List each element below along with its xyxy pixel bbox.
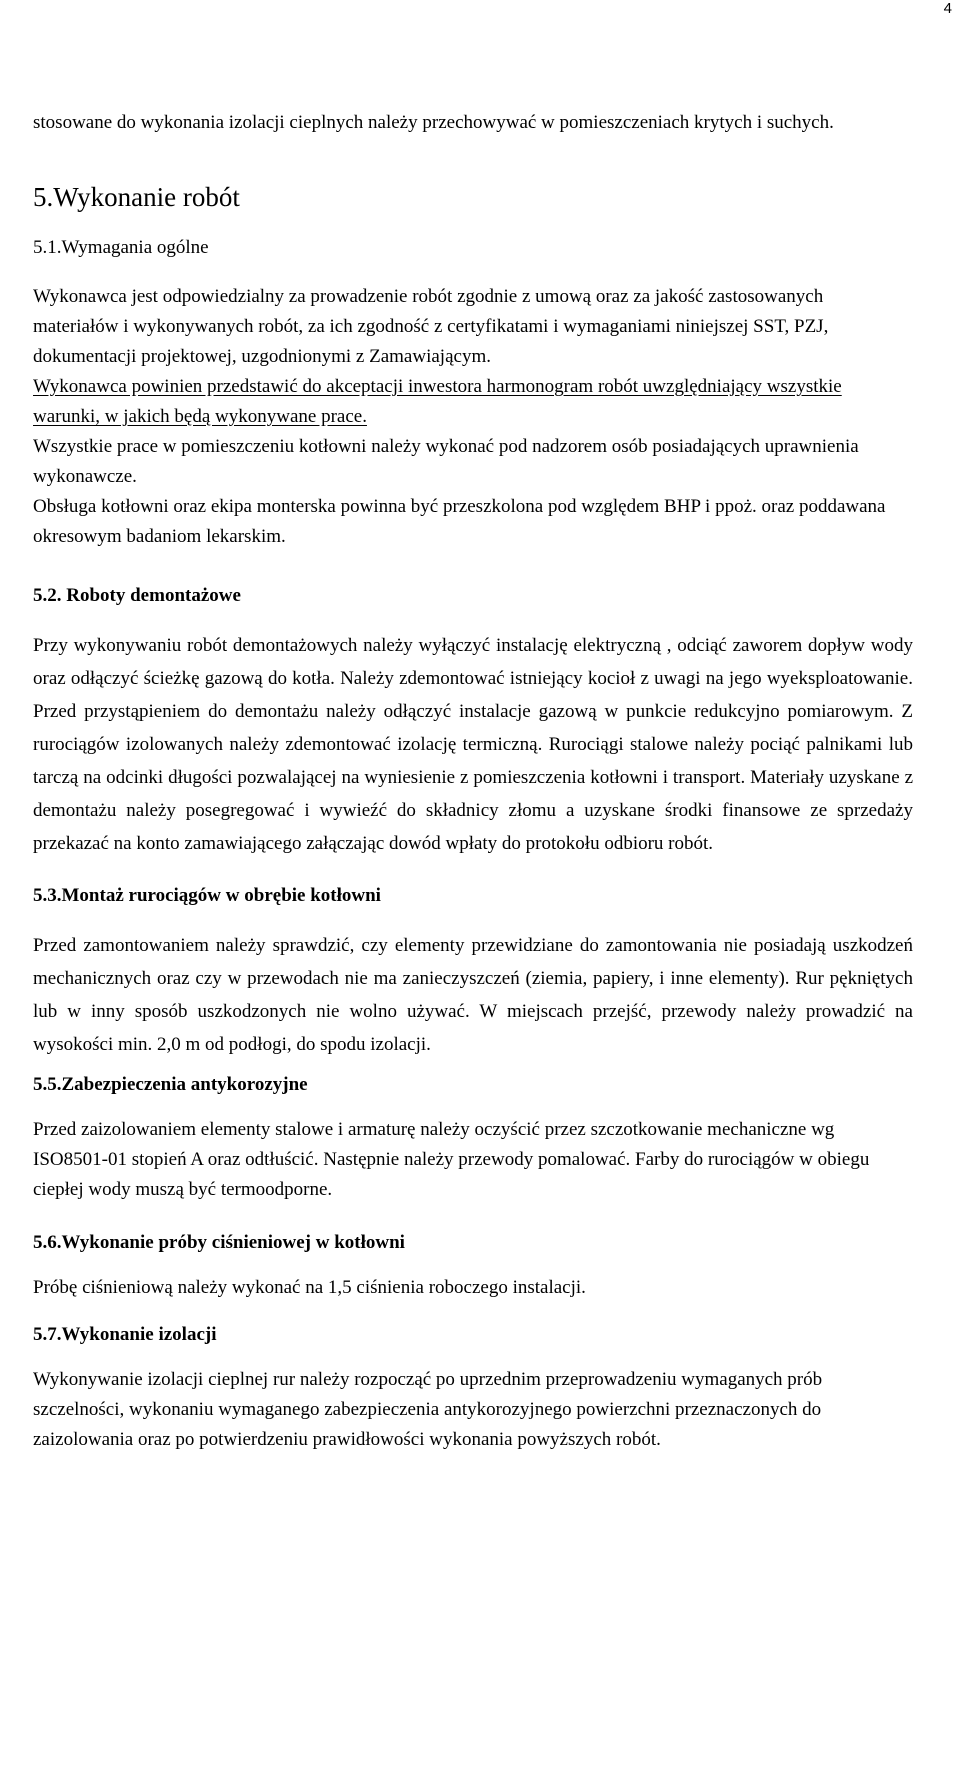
section-5-2-heading: 5.2. Roboty demontażowe xyxy=(33,585,241,606)
section-5-6-heading: 5.6.Wykonanie próby ciśnieniowej w kotłowni xyxy=(33,1232,405,1253)
section-5-1-heading: 5.1.Wymagania ogólne xyxy=(33,237,209,258)
intro-paragraph: stosowane do wykonania izolacji cieplnych należy przechowywać w pomieszczeniach krytych i suchych. xyxy=(33,112,834,133)
section-5-1-paragraph-4: Obsługa kotłowni oraz ekipa monterska powinna być przeszkolona pod względem BHP i ppoż. oraz poddawana okresowym badaniom lekarskim. xyxy=(33,496,886,547)
section-5-1-paragraph-1: Wykonawca jest odpowiedzialny za prowadzenie robót zgodnie z umową oraz za jakość zastosowanych materiałów i wykonywanych robót, za ich zgodność z certyfikatami i wymaganiami niniejszej SST, PZJ, dokumentacji projektowej, uzgodnionymi z Zamawiającym. xyxy=(33,286,829,367)
section-5-7-heading: 5.7.Wykonanie izolacji xyxy=(33,1324,217,1345)
document-body xyxy=(33,108,913,1455)
section-5-6-paragraph: Próbę ciśnieniową należy wykonać na 1,5 ciśnienia roboczego instalacji. xyxy=(33,1277,586,1298)
section-5-5-paragraph: Przed zaizolowaniem elementy stalowe i armaturę należy oczyścić przez szczotkowanie mechaniczne wg ISO8501-01 stopień A oraz odtłuścić. Następnie należy przewody pomalować. Farby do rurociągów w obiegu ciepłej wody muszą być termoodporne. xyxy=(33,1119,870,1200)
section-5-3-paragraph: Przed zamontowaniem należy sprawdzić, czy elementy przewidziane do zamontowania nie posiadają uszkodzeń mechanicznych oraz czy w przewodach nie ma zanieczyszczeń (ziemia, papiery, i inne elementy). Rur pękniętych lub w inny sposób uszkodzonych nie wolno używać. W miejscach przejść, przewody należy prowadzić na wysokości min. 2,0 m od podłogi, do spodu izolacji. xyxy=(33,935,913,1055)
page-number: 4 xyxy=(943,0,952,17)
section-5-heading: 5.Wykonanie robót xyxy=(33,182,240,212)
section-5-2-paragraph: Przy wykonywaniu robót demontażowych należy wyłączyć instalację elektryczną , odciąć zaworem dopływ wody oraz odłączyć ścieżkę gazową do kotła. Należy zdemontować istniejący kocioł z uwagi na jego wyeksploatowanie. Przed przystąpieniem do demontażu należy odłączyć instalacje gazową w punkcie redukcyjno pomiarowym. Z rurociągów izolowanych należy zdemontować izolację termiczną. Rurociągi stalowe należy pociąć palnikami lub tarczą na odcinki długości pozwalającej na wyniesienie z pomieszczenia kotłowni i transport. Materiały uzyskane z demontażu należy posegregować i wywieźć do składnicy złomu a uzyskane środki finansowe ze sprzedaży przekazać na konto zamawiającego załączając dowód wpłaty do protokołu odbioru robót. xyxy=(33,635,913,854)
section-5-3-heading: 5.3.Montaż rurociągów w obrębie kotłowni xyxy=(33,885,381,906)
section-5-7-paragraph: Wykonywanie izolacji cieplnej rur należy rozpocząć po uprzednim przeprowadzeniu wymaganych prób szczelności, wykonaniu wymaganego zabezpieczenia antykorozyjnego powierzchni przeznaczonych do zaizolowania oraz po potwierdzeniu prawidłowości wykonania powyższych robót. xyxy=(33,1369,823,1450)
section-5-5-heading: 5.5.Zabezpieczenia antykorozyjne xyxy=(33,1074,308,1095)
section-5-1-paragraph-3: Wszystkie prace w pomieszczeniu kotłowni należy wykonać pod nadzorem osób posiadających uprawnienia wykonawcze. xyxy=(33,436,859,487)
section-5-1-paragraph-2: Wykonawca powinien przedstawić do akceptacji inwestora harmonogram robót uwzględniający wszystkie warunki, w jakich będą wykonywane prace. xyxy=(33,376,842,427)
